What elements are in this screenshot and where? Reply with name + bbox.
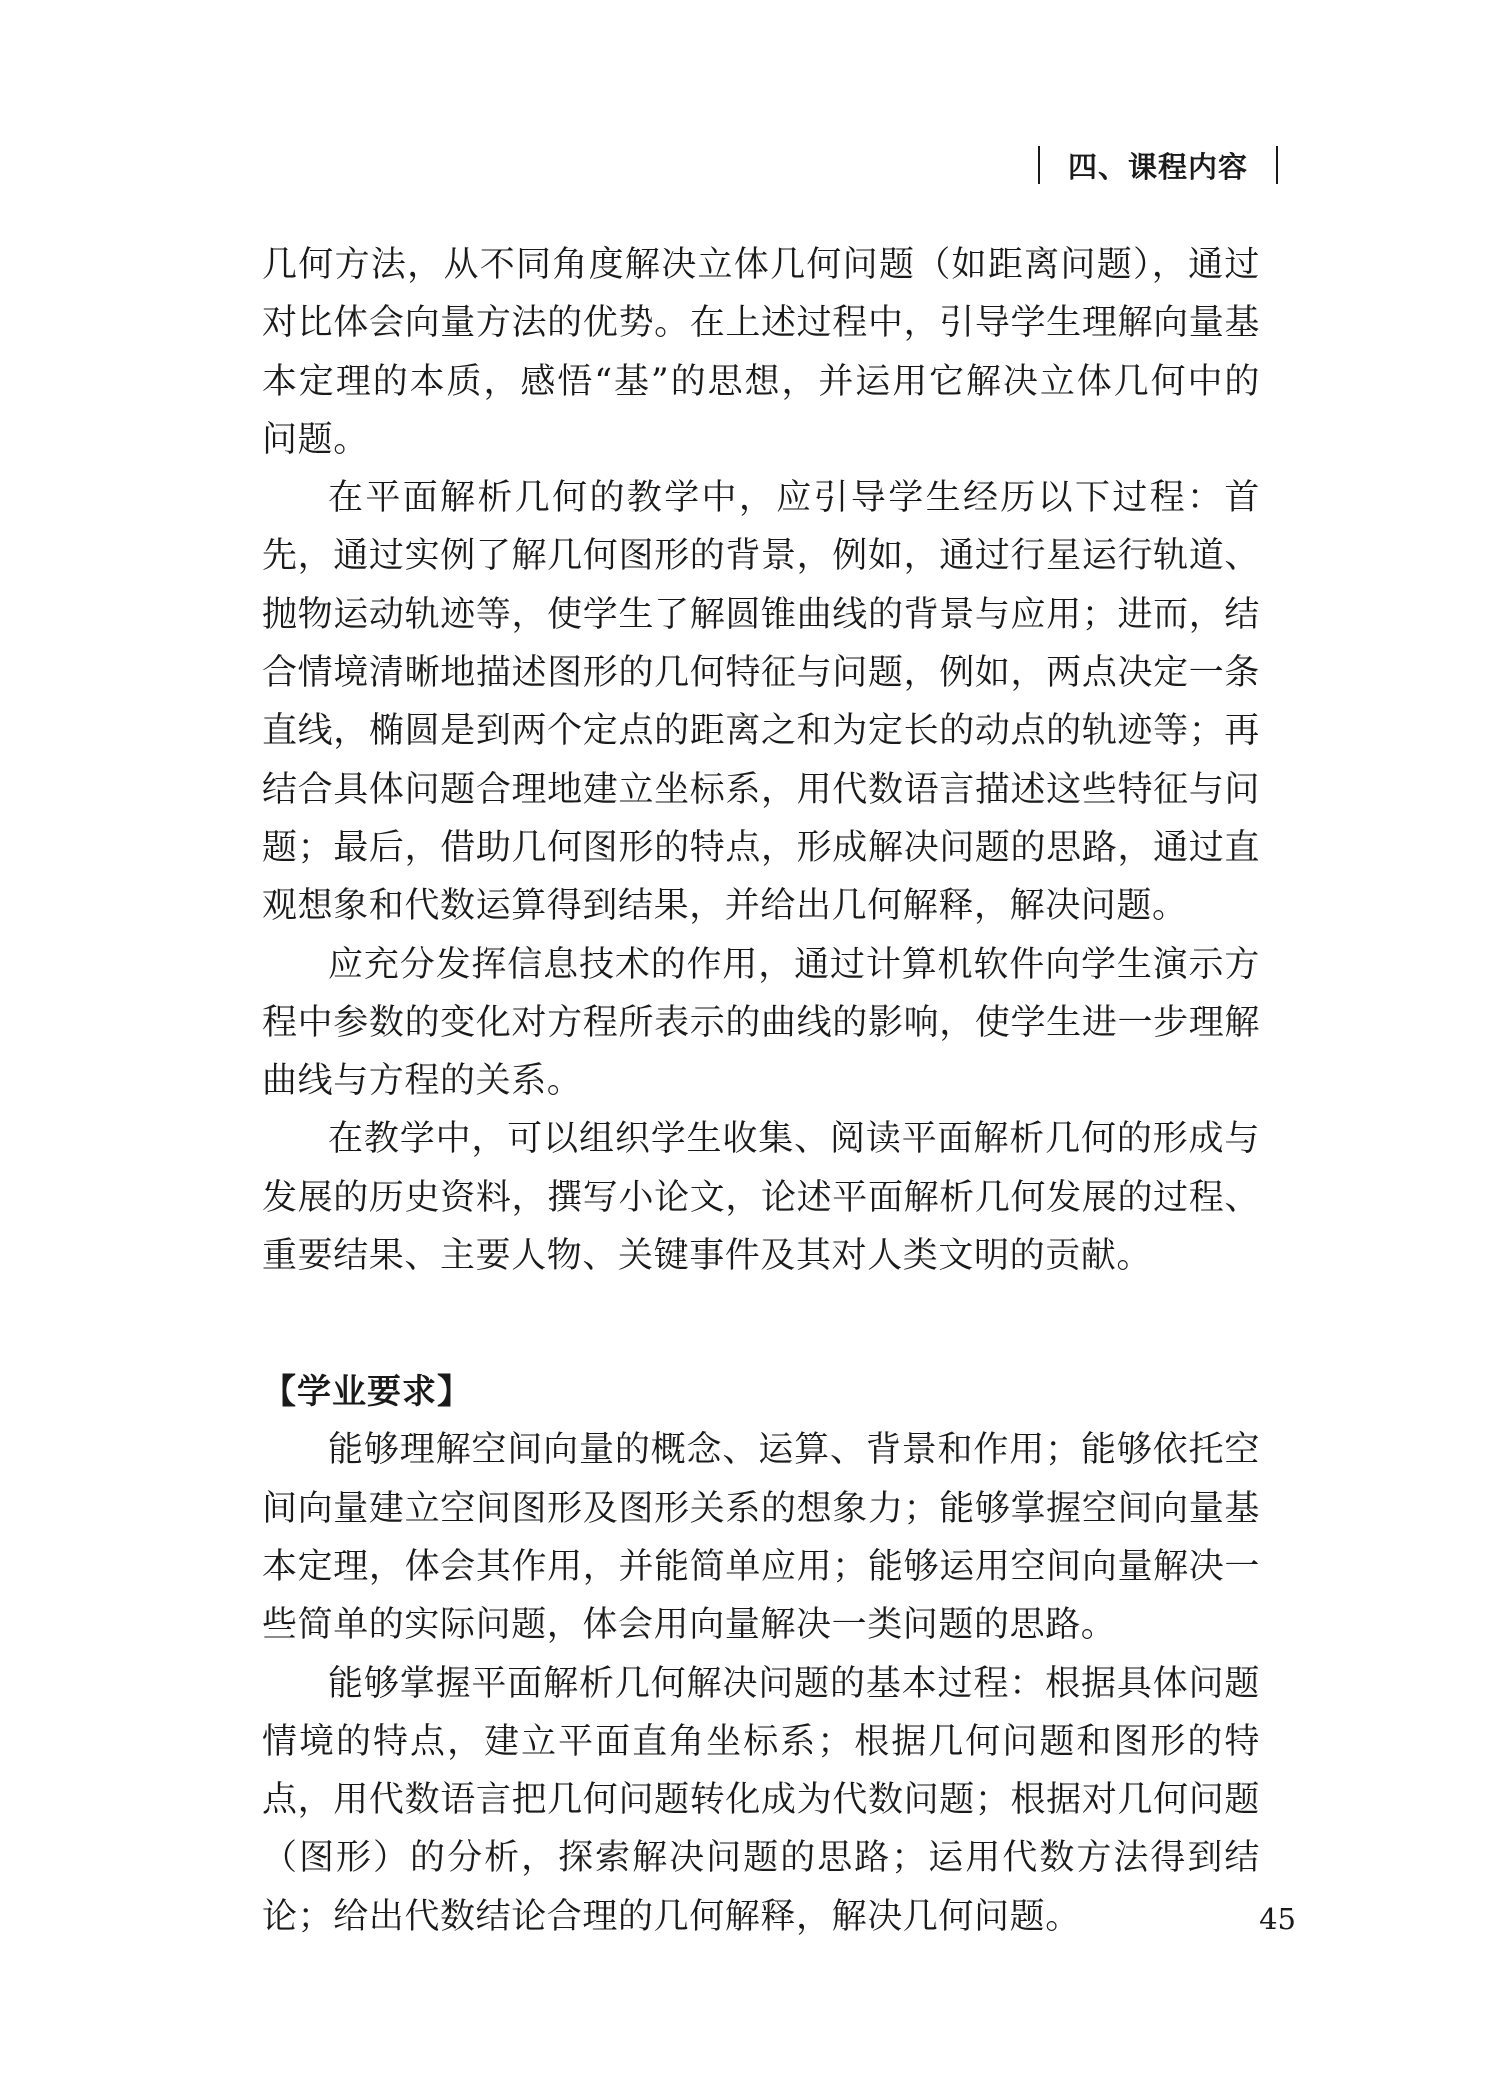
academic-requirements-heading: 【学业要求】 [262,1372,472,1413]
running-header [1038,138,1278,192]
body-text [262,236,1260,1946]
header-right-rule [1276,146,1278,184]
paragraph-analytic-geometry-requirement: 能够掌握平面解析几何解决问题的基本过程：根据具体问题情境的特点，建立平面直角坐标系；根据几何问题和图形的特点，用代数语言把几何问题转化成为代数问题；根据对几何问题（图形）的分析，探索解决问题的思路；运用代数方法得到结论；给出代数结论合理的几何解释，解决几何问题。 [262,1663,1260,1937]
header-section-title: 四、课程内容 [1067,149,1248,184]
paragraph-analytic-geometry-teaching: 在平面解析几何的教学中，应引导学生经历以下过程：首先，通过实例了解几何图形的背景，例如，通过行星运行轨道、抛物运动轨迹等，使学生了解圆锥曲线的背景与应用；进而，结合情境清晰地描述图形的几何特征与问题，例如，两点决定一条直线，椭圆是到两个定点的距离之和为定长的动点的轨迹等；再结合具体问题合理地建立坐标系，用代数语言描述这些特征与问题；最后，借助几何图形的特点，形成解决问题的思路，通过直观想象和代数运算得到结果，并给出几何解释，解决问题。 [262,478,1260,927]
paragraph-information-technology: 应充分发挥信息技术的作用，通过计算机软件向学生演示方程中参数的变化对方程所表示的曲线的影响，使学生进一步理解曲线与方程的关系。 [262,944,1260,1102]
page-number: 45 [1259,1902,1296,1936]
paragraph-continuation: 几何方法，从不同角度解决立体几何问题（如距离问题），通过对比体会向量方法的优势。在上述过程中，引导学生理解向量基本定理的本质，感悟“基”的思想，并运用它解决立体几何中的问题。 [262,245,1260,460]
paragraph-space-vectors-requirement: 能够理解空间向量的概念、运算、背景和作用；能够依托空间向量建立空间图形及图形关系的想象力；能够掌握空间向量基本定理，体会其作用，并能简单应用；能够运用空间向量解决一些简单的实际问题，体会用向量解决一类问题的思路。 [262,1430,1260,1646]
header-left-rule [1038,146,1040,184]
paragraph-history-materials: 在教学中，可以组织学生收集、阅读平面解析几何的形成与发展的历史资料，撰写小论文，论述平面解析几何发展的过程、重要结果、主要人物、关键事件及其对人类文明的贡献。 [262,1119,1260,1277]
